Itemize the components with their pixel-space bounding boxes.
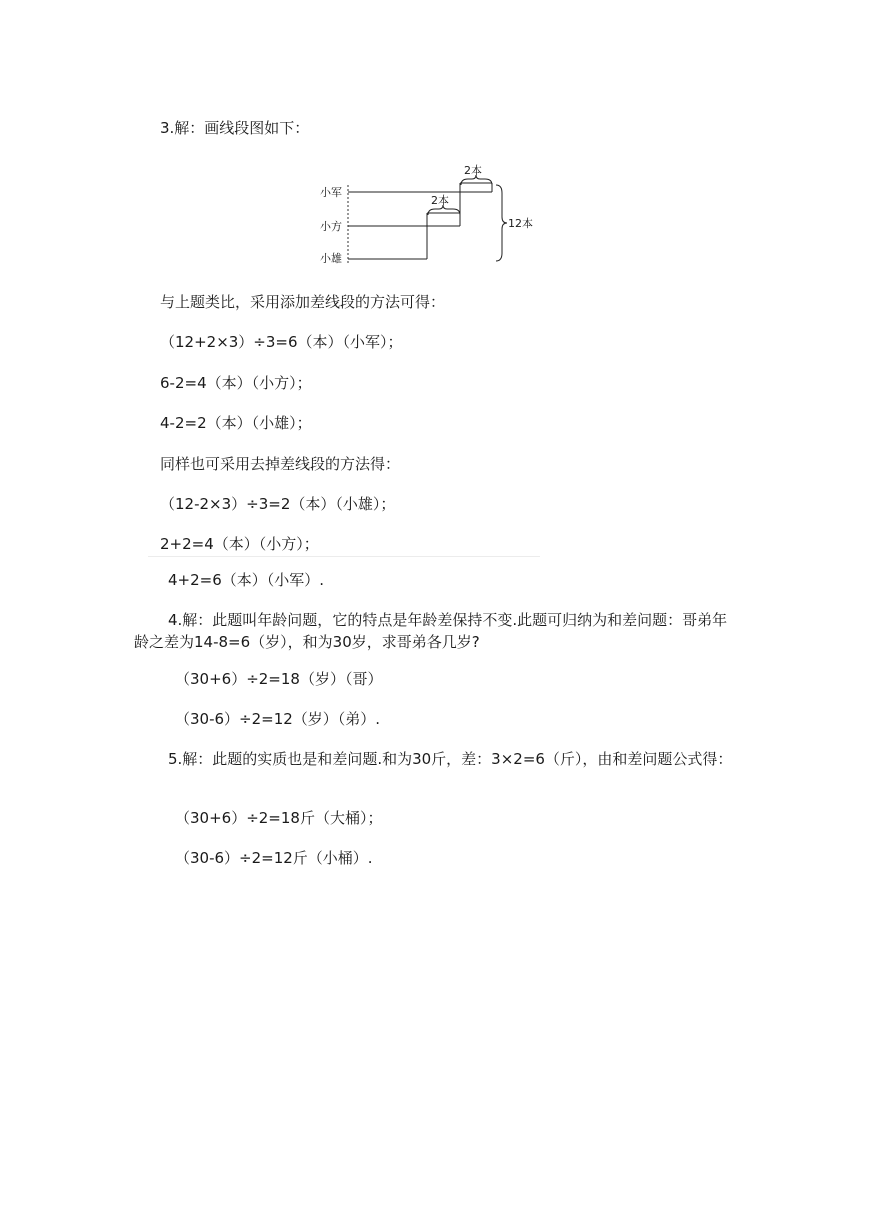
diagram-label-xiaofang: 小方 (320, 220, 342, 233)
section5-line-1: （30+6）÷2=18斤（大桶）； (175, 809, 383, 827)
section3-add-line-1: （12+2×3）÷3=6（本）（小军）； (160, 333, 403, 351)
section3-remove-line-3: 4+2=6（本）（小军）. (168, 571, 325, 589)
section5-line-2: （30-6）÷2=12斤（小桶）. (175, 849, 373, 867)
section3-add-line-3: 4-2=2（本）（小雄）； (160, 414, 312, 432)
diagram-total-label: 12本 (508, 217, 533, 230)
line-segment-diagram (300, 155, 560, 270)
section3-heading: 3.解：画线段图如下： (160, 119, 310, 137)
section3-remove-line-2: 2+2=4（本）（小方）； (160, 535, 319, 553)
diagram-diff-label-top: 2本 (464, 164, 482, 177)
section5-paragraph: 5.解：此题的实质也是和差问题.和为30斤，差：3×2=6（斤），由和差问题公式得： (168, 750, 733, 768)
section4-line-1: （30+6）÷2=18（岁）（哥） (175, 670, 383, 688)
section3-intro-remove: 同样也可采用去掉差线段的方法得： (160, 455, 401, 473)
diagram-diff-label-mid: 2本 (431, 194, 449, 207)
diagram-label-xiaoxiong: 小雄 (320, 252, 342, 265)
divider (148, 556, 540, 557)
section4-line-2: （30-6）÷2=12（岁）（弟）. (175, 710, 381, 728)
section4-paragraph: 4.解：此题叫年龄问题，它的特点是年龄差保持不变.此题可归纳为和差问题：哥弟年龄之差为14-8=6（岁），和为30岁，求哥弟各几岁? (134, 611, 728, 651)
diagram-label-xiaojun: 小军 (320, 186, 342, 199)
diagram-brace-total (496, 185, 507, 261)
section3-remove-line-1: （12-2×3）÷3=2（本）（小雄）； (160, 495, 396, 513)
section3-intro-add: 与上题类比，采用添加差线段的方法可得： (160, 293, 446, 311)
section3-add-line-2: 6-2=4（本）（小方）； (160, 374, 312, 392)
